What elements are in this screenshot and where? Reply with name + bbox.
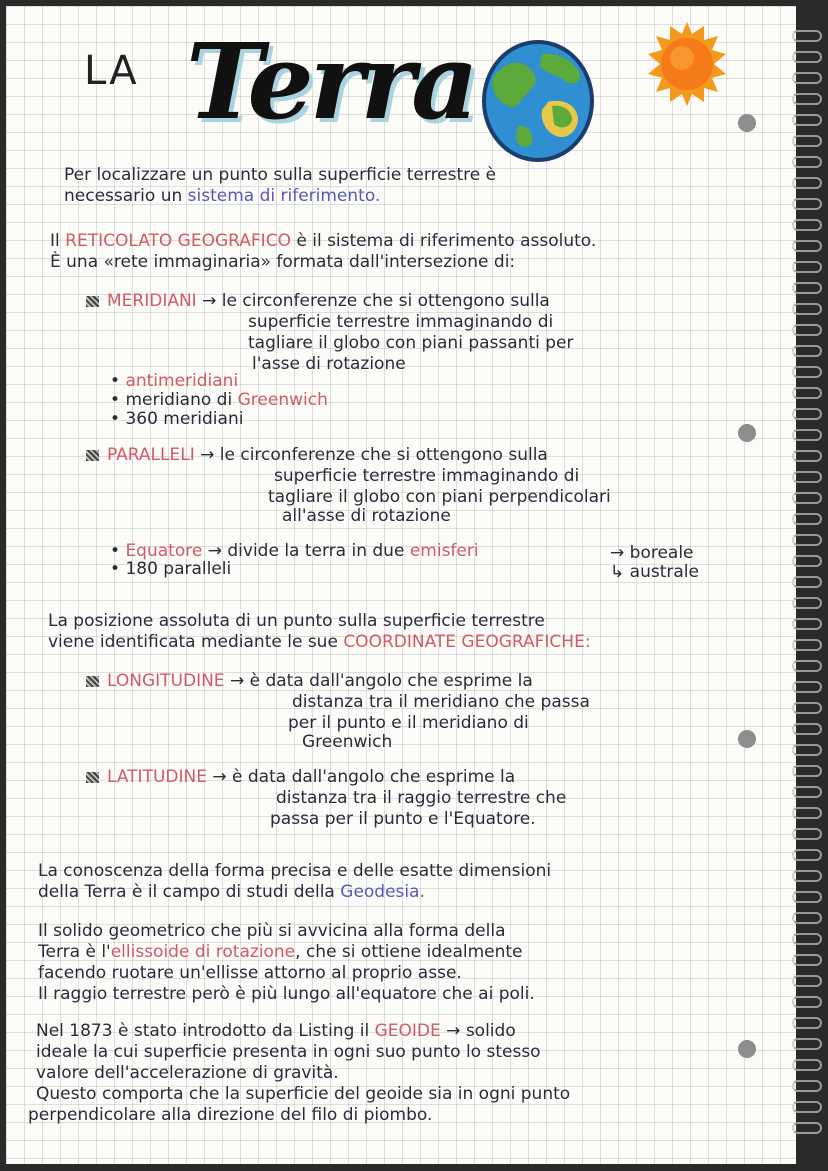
intro-text: necessario un — [64, 186, 188, 206]
spiral-coil — [792, 1101, 822, 1113]
longitudine-line-3: per il punto e il meridiano di — [288, 713, 529, 733]
spiral-coil — [792, 408, 822, 420]
spiral-coil — [792, 177, 822, 189]
spiral-coil — [792, 912, 822, 924]
longitudine-line-2: distanza tra il meridiano che passa — [292, 692, 590, 712]
sun-icon — [646, 20, 728, 108]
intro-line-2 — [64, 187, 380, 206]
spiral-coil — [792, 996, 822, 1008]
reticolato-line-2: È una «rete immaginaria» formata dall'intersezione di: — [50, 252, 516, 272]
paralleli-label: PARALLELI — [107, 445, 195, 465]
spiral-coil — [792, 660, 822, 672]
notebook-page — [6, 6, 796, 1164]
spiral-coil — [792, 240, 822, 252]
posizione-line-1: La posizione assoluta di un punto sulla superficie terrestre — [48, 611, 545, 631]
geoide-line-3: valore dell'accelerazione di gravità. — [36, 1063, 339, 1083]
meridiani-bullet-1: • antimeridiani — [110, 371, 239, 391]
square-bullet-icon — [86, 296, 99, 307]
spiral-coil — [792, 807, 822, 819]
paralleli-line-4: all'asse di rotazione — [282, 506, 451, 526]
spiral-coil — [792, 534, 822, 546]
binder-hole — [738, 1040, 756, 1058]
greenwich-term: Greenwich — [237, 390, 328, 410]
earth-globe-icon — [482, 40, 594, 162]
ellissoide-line-3: facendo ruotare un'ellisse attorno al proprio asse. — [38, 963, 462, 983]
spiral-coil — [792, 345, 822, 357]
spiral-coil — [792, 492, 822, 504]
spiral-coil — [792, 513, 822, 525]
latitudine-line-2: distanza tra il raggio terrestre che — [276, 788, 567, 808]
antimeridiani-term: antimeridiani — [125, 371, 239, 391]
reticolato-term: RETICOLATO GEOGRAFICO — [65, 231, 291, 251]
spiral-coil — [792, 366, 822, 378]
paralleli-bullet-2: • 180 paralleli — [110, 559, 232, 579]
spiral-coil — [792, 891, 822, 903]
ellissoide-line-2 — [38, 943, 523, 962]
title-la: LA — [84, 48, 139, 94]
paralleli-line-2: superficie terrestre immaginando di — [274, 466, 580, 486]
longitudine-label: LONGITUDINE — [107, 671, 225, 691]
spiral-coil — [792, 954, 822, 966]
meridiani-line-1 — [86, 292, 550, 311]
square-bullet-icon — [86, 772, 99, 783]
ellissoide-term: ellissoide di rotazione — [110, 942, 296, 962]
spiral-coil — [792, 51, 822, 63]
paralleli-text: → divide la terra in due — [202, 541, 410, 561]
spiral-coil — [792, 618, 822, 630]
binder-hole — [738, 730, 756, 748]
latitudine-text: → è data dall'angolo che esprime la — [212, 767, 516, 787]
longitudine-line-1 — [86, 672, 533, 691]
meridiani-text: meridiano di — [125, 390, 238, 410]
meridiani-label: MERIDIANI — [107, 291, 197, 311]
spiral-coil — [792, 1059, 822, 1071]
intro-line-1: Per localizzare un punto sulla superficie terrestre è — [64, 165, 497, 185]
coordinate-geografiche-term: COORDINATE GEOGRAFICHE: — [343, 632, 591, 652]
spiral-coil — [792, 639, 822, 651]
spiral-coil — [792, 786, 822, 798]
spiral-coil — [792, 261, 822, 273]
spiral-coil — [792, 555, 822, 567]
latitudine-line-1 — [86, 768, 515, 787]
posizione-text: viene identificata mediante le sue — [48, 632, 344, 652]
paralleli-bullet-1: • Equatore → divide la terra in due emisferi — [110, 541, 479, 561]
spiral-coil — [792, 1017, 822, 1029]
emisferi-term: emisferi — [409, 541, 479, 561]
meridiani-text: 360 meridiani — [125, 409, 244, 429]
spiral-coil — [792, 975, 822, 987]
paralleli-text: 180 paralleli — [125, 559, 232, 579]
equatore-term: Equatore — [125, 541, 203, 561]
geoide-text: Nel 1873 è stato introdotto da Listing il — [36, 1021, 375, 1041]
notebook-spiral-binding — [794, 10, 828, 1160]
paralleli-line-1 — [86, 446, 548, 465]
australe-label: ↳ australe — [610, 562, 699, 582]
geodesia-line-2 — [38, 883, 425, 902]
square-bullet-icon — [86, 676, 99, 687]
spiral-coil — [792, 156, 822, 168]
geodesia-term: Geodesia. — [340, 882, 425, 902]
square-bullet-icon — [86, 450, 99, 461]
geoide-text: → solido — [440, 1021, 516, 1041]
ellissoide-text: Terra è l' — [38, 942, 111, 962]
spiral-coil — [792, 450, 822, 462]
geodesia-line-1: La conoscenza della forma precisa e delle esatte dimensioni — [38, 861, 552, 881]
meridiani-line-3: tagliare il globo con piani passanti per — [248, 333, 574, 353]
spiral-coil — [792, 765, 822, 777]
longitudine-text: → è data dall'angolo che esprime la — [229, 671, 533, 691]
reticolato-line-1 — [50, 232, 596, 251]
longitudine-line-4: Greenwich — [302, 732, 393, 752]
spiral-coil — [792, 723, 822, 735]
spiral-coil — [792, 471, 822, 483]
latitudine-line-3: passa per il punto e l'Equatore. — [270, 809, 536, 829]
geoide-line-5: perpendicolare alla direzione del filo di piombo. — [28, 1105, 433, 1125]
spiral-coil — [792, 72, 822, 84]
geoide-line-4: Questo comporta che la superficie del geoide sia in ogni punto — [36, 1084, 571, 1104]
spiral-coil — [792, 1122, 822, 1134]
spiral-coil — [792, 576, 822, 588]
ellissoide-line-1: Il solido geometrico che più si avvicina alla forma della — [38, 921, 506, 941]
spiral-coil — [792, 1038, 822, 1050]
spiral-coil — [792, 1080, 822, 1092]
geoide-line-1 — [36, 1022, 516, 1041]
meridiani-bullet-2: • meridiano di Greenwich — [110, 390, 328, 410]
meridiani-bullet-3: • 360 meridiani — [110, 409, 244, 429]
spiral-coil — [792, 282, 822, 294]
boreale-label: → boreale — [610, 543, 694, 563]
title-terra: Terra — [186, 20, 475, 143]
spiral-coil — [792, 597, 822, 609]
spiral-coil — [792, 135, 822, 147]
geoide-line-2: ideale la cui superficie presenta in ogni suo punto lo stesso — [36, 1042, 541, 1062]
meridiani-line-4: l'asse di rotazione — [252, 354, 406, 374]
geodesia-text: della Terra è il campo di studi della — [38, 882, 341, 902]
paralleli-text: → le circonferenze che si ottengono sulla — [200, 445, 548, 465]
posizione-line-2 — [48, 633, 591, 652]
spiral-coil — [792, 387, 822, 399]
spiral-coil — [792, 429, 822, 441]
spiral-coil — [792, 303, 822, 315]
spiral-coil — [792, 93, 822, 105]
spiral-coil — [792, 324, 822, 336]
geoide-term: GEOIDE — [374, 1021, 441, 1041]
spiral-coil — [792, 219, 822, 231]
spiral-coil — [792, 849, 822, 861]
ellissoide-line-4: Il raggio terrestre però è più lungo all'equatore che ai poli. — [38, 984, 535, 1004]
paralleli-line-3: tagliare il globo con piani perpendicolari — [268, 487, 611, 507]
ellissoide-text: , che si ottiene idealmente — [295, 942, 523, 962]
spiral-coil — [792, 681, 822, 693]
spiral-coil — [792, 933, 822, 945]
meridiani-text: → le circonferenze che si ottengono sulla — [202, 291, 550, 311]
spiral-coil — [792, 828, 822, 840]
reticolato-text: è il sistema di riferimento assoluto. — [290, 231, 597, 251]
spiral-coil — [792, 198, 822, 210]
spiral-coil — [792, 870, 822, 882]
latitudine-label: LATITUDINE — [107, 767, 207, 787]
spiral-coil — [792, 702, 822, 714]
sistema-riferimento-term: sistema di riferimento. — [187, 186, 381, 206]
spiral-coil — [792, 114, 822, 126]
spiral-coil — [792, 30, 822, 42]
binder-hole — [738, 114, 756, 132]
meridiani-line-2: superficie terrestre immaginando di — [248, 312, 554, 332]
spiral-coil — [792, 744, 822, 756]
reticolato-text: Il — [50, 231, 66, 251]
binder-hole — [738, 424, 756, 442]
